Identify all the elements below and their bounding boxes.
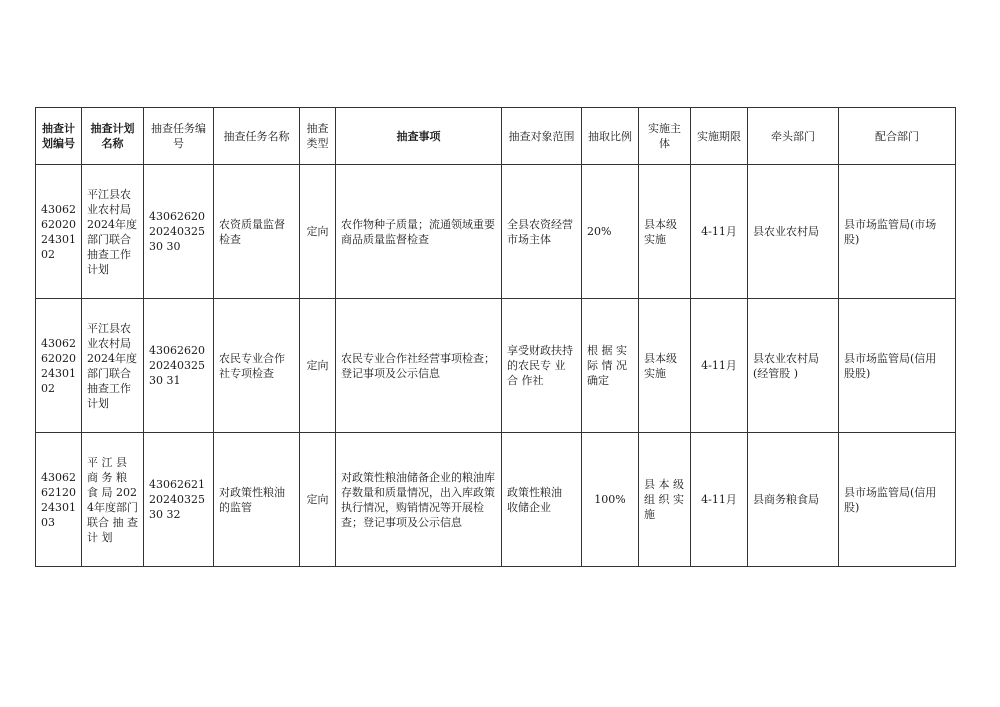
cell-executor: 县本级 实施 (639, 299, 691, 433)
cell-plan-no: 43062620202430102 (36, 165, 82, 299)
cell-plan-name: 平江县农业农村局 2024年度 部门联合抽查工作计划 (82, 165, 144, 299)
cell-scope: 政策性粮油 收储企业 (502, 433, 582, 567)
table-row (36, 433, 956, 567)
cell-executor: 县 本 级 组 织 实 施 (639, 433, 691, 567)
cell-scope: 全县农资经营市场主体 (502, 165, 582, 299)
cell-partner-dept: 县市场监管局(市场 股) (839, 165, 956, 299)
cell-items: 对政策性粮油储备企业的粮油库存数量和质量情况，出入库政策执行情况，购销情况等开展检查；登记事项及公示信息 (336, 433, 502, 567)
inspection-plan-table (35, 107, 956, 567)
cell-partner-dept: 县市场监管局(信用 股股) (839, 299, 956, 433)
cell-type: 定向 (300, 165, 336, 299)
table-row (36, 165, 956, 299)
header-type: 抽查类型 (300, 108, 336, 165)
header-plan-no: 抽查计划编号 (36, 108, 82, 165)
cell-executor: 县本级 实施 (639, 165, 691, 299)
header-executor: 实施主体 (639, 108, 691, 165)
cell-period: 4-11月 (691, 165, 748, 299)
header-lead-dept: 牵头部门 (748, 108, 839, 165)
table-row (36, 299, 956, 433)
cell-lead-dept: 县农业农村局 (748, 165, 839, 299)
cell-plan-name: 平江县农业农村局 2024年度 部门联合抽查工作计划 (82, 299, 144, 433)
header-partner-dept: 配合部门 (839, 108, 956, 165)
cell-plan-no: 43062621202430103 (36, 433, 82, 567)
cell-task-no: 430626202024032530 31 (144, 299, 214, 433)
cell-task-no: 430626202024032530 30 (144, 165, 214, 299)
cell-plan-name: 平 江 县 商 务 粮 食 局 2024年度部门联合 抽 查 计 划 (82, 433, 144, 567)
header-task-name: 抽查任务名称 (214, 108, 300, 165)
cell-plan-no: 43062620202430102 (36, 299, 82, 433)
cell-ratio: 20% (582, 165, 639, 299)
cell-type: 定向 (300, 299, 336, 433)
cell-lead-dept: 县农业农村局 (经管股 ) (748, 299, 839, 433)
cell-partner-dept: 县市场监管局(信用 股) (839, 433, 956, 567)
header-items: 抽查事项 (336, 108, 502, 165)
cell-task-name: 农民专业合作 社专项检查 (214, 299, 300, 433)
cell-period: 4-11月 (691, 299, 748, 433)
cell-task-name: 农资质量监督检查 (214, 165, 300, 299)
cell-items: 农民专业合作社经营事项检查；登记事项及公示信息 (336, 299, 502, 433)
cell-period: 4-11月 (691, 433, 748, 567)
header-ratio: 抽取比例 (582, 108, 639, 165)
cell-ratio: 100% (582, 433, 639, 567)
table-header-row (36, 108, 956, 165)
cell-type: 定向 (300, 433, 336, 567)
header-period: 实施期限 (691, 108, 748, 165)
cell-scope: 享受财政扶持的农民专 业 合 作社 (502, 299, 582, 433)
cell-task-name: 对政策性粮油 的监管 (214, 433, 300, 567)
header-scope: 抽查对象范围 (502, 108, 582, 165)
cell-lead-dept: 县商务粮食局 (748, 433, 839, 567)
cell-ratio: 根 据 实 际 情 况 确定 (582, 299, 639, 433)
header-task-no: 抽查任务编号 (144, 108, 214, 165)
cell-task-no: 430626212024032530 32 (144, 433, 214, 567)
cell-items: 农作物种子质量；流通领域重要商品质量监督检查 (336, 165, 502, 299)
header-plan-name: 抽查计划名称 (82, 108, 144, 165)
